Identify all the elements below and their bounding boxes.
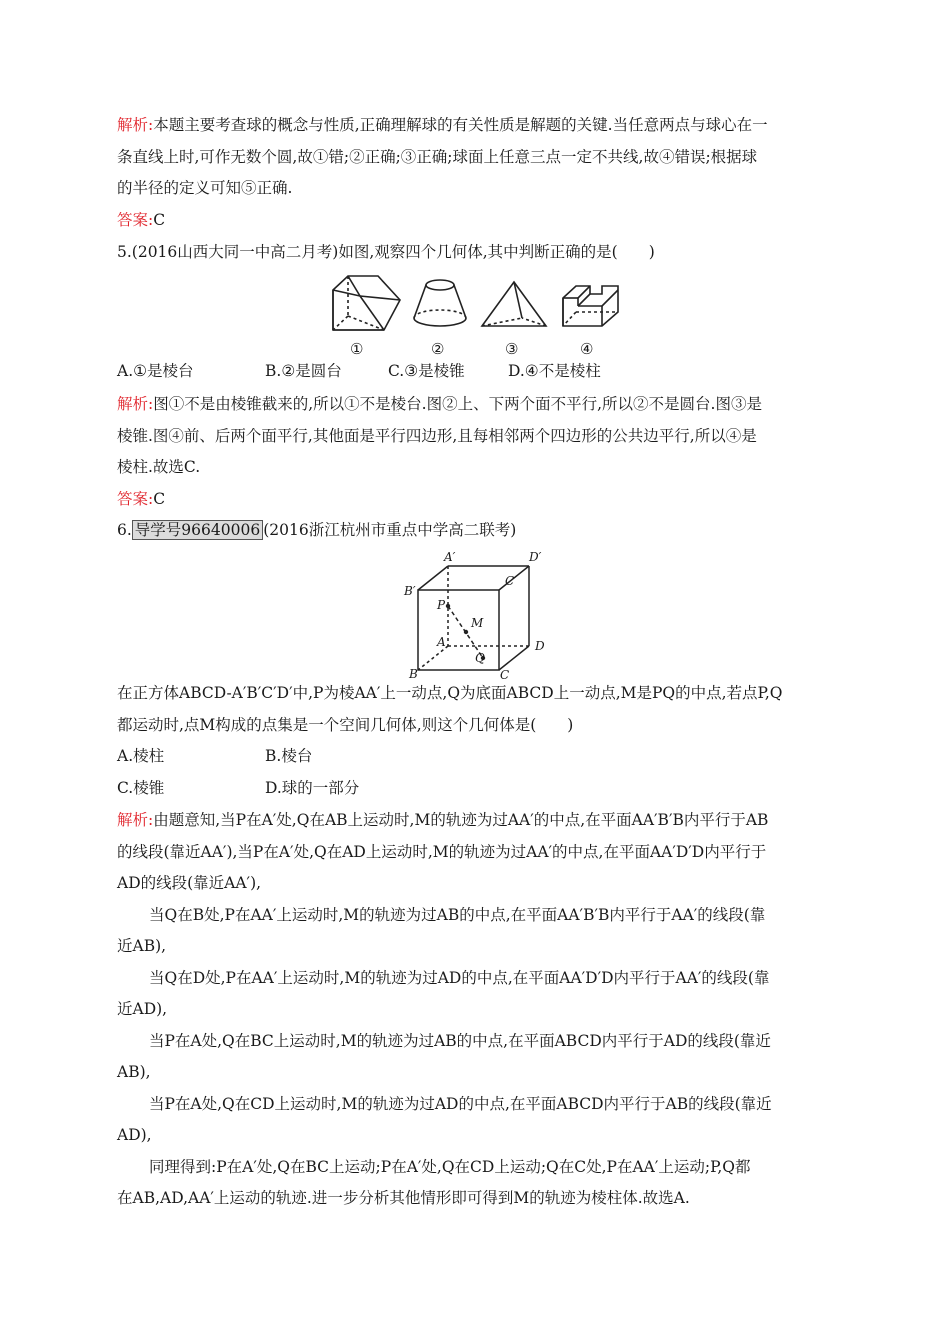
analysis-text: 当Q在D处,P在AA′上运动时,M的轨迹为过AD的中点,在平面AA′D′D内平行于AA′的线段(靠	[149, 968, 770, 987]
analysis-label: 解析:	[117, 811, 154, 829]
analysis-text: 近AD),	[117, 1000, 168, 1018]
analysis-text: 由题意知,当P在A′处,Q在AB上运动时,M的轨迹为过AA′的中点,在平面AA′B′B内平行于AB	[153, 811, 769, 829]
q6-stem	[117, 678, 837, 804]
analysis-label: 解析:	[117, 116, 154, 134]
analysis-text: 当P在A处,Q在CD上运动时,M的轨迹为过AD的中点,在平面ABCD内平行于AB的线段(靠近	[149, 1094, 772, 1113]
analysis-text: 当Q在B处,P在AA′上运动时,M的轨迹为过AB的中点,在平面AA′B′B内平行于AA′的线段(靠	[149, 905, 766, 924]
option: A.①是棱台	[117, 362, 194, 380]
vertex-label: A′	[444, 550, 456, 564]
fig-label: ①	[350, 340, 364, 358]
analysis-text: 的半径的定义可知⑤正确.	[117, 179, 293, 197]
analysis-text: 条直线上时,可作无数个圆,故①错;②正确;③正确;球面上任意三点一定不共线,故④错误;根据球	[117, 147, 758, 166]
stem-text: 都运动时,点M构成的点集是一个空间几何体,则这个几何体是( )	[117, 715, 574, 734]
q6-analysis	[117, 805, 837, 1215]
vertex-label: D′	[529, 550, 542, 564]
option: B.棱台	[265, 747, 313, 765]
option: B.②是圆台	[265, 362, 342, 380]
point-label: M	[471, 616, 484, 630]
analysis-text: 棱柱.故选C.	[117, 458, 201, 476]
analysis-text: AD的线段(靠近AA′),	[117, 874, 262, 892]
option: D.④不是棱柱	[508, 362, 601, 380]
analysis-text: 同理得到:P在A′处,Q在BC上运动;P在A′处,Q在CD上运动;Q在C处,P在AA′上运动;P,Q都	[149, 1157, 751, 1176]
vertex-label: A	[437, 635, 446, 649]
vertex-label: C	[500, 668, 510, 682]
analysis-text: 图①不是由棱锥截来的,所以①不是棱台.图②上、下两个面不平行,所以②不是圆台.图③是	[153, 395, 762, 413]
answer-value: C	[153, 210, 166, 229]
analysis-text: AB),	[117, 1063, 151, 1081]
fig-label: ②	[431, 340, 445, 358]
question-number: 6.	[117, 521, 132, 539]
option: A.棱柱	[117, 747, 165, 765]
option: C.③是棱锥	[388, 362, 465, 380]
analysis-text: AD),	[117, 1126, 152, 1144]
option: D.球的一部分	[265, 778, 360, 797]
answer-label: 答案:	[117, 210, 154, 229]
vertex-label: D	[535, 639, 545, 653]
answer-value: C	[153, 489, 166, 508]
vertex-label: B	[409, 667, 418, 681]
analysis-text: 在AB,AD,AA′上运动的轨迹.进一步分析其他情形即可得到M的轨迹为棱柱体.故选A.	[117, 1189, 690, 1207]
analysis-text: 当P在A处,Q在BC上运动时,M的轨迹为过AB的中点,在平面ABCD内平行于AD的线段(靠近	[149, 1031, 771, 1050]
question-source: (2016浙江杭州市重点中学高二联考)	[263, 521, 517, 539]
analysis-text: 棱锥.图④前、后两个面平行,其他面是平行四边形,且每相邻两个四边形的公共边平行,所以④是	[117, 426, 757, 445]
q5-stem: 5.(2016山西大同一中高二月考)如图,观察四个几何体,其中判断正确的是( )	[117, 243, 655, 261]
analysis-text: 近AB),	[117, 937, 167, 955]
answer-label: 答案:	[117, 489, 154, 508]
analysis-label: 解析:	[117, 395, 154, 413]
stem-text: 在正方体ABCD-A′B′C′D′中,P为棱AA′上一动点,Q为底面ABCD上一动点,M是PQ的中点,若点P,Q	[117, 684, 783, 702]
fig-label: ④	[580, 340, 594, 358]
analysis-text: 的线段(靠近AA′),当P在A′处,Q在AD上运动时,M的轨迹为过AA′的中点,在平面AA′D′D内平行于	[117, 842, 767, 861]
point-label: Q	[475, 651, 485, 665]
analysis-text: 本题主要考查球的概念与性质,正确理解球的有关性质是解题的关键.当任意两点与球心在一	[153, 116, 768, 134]
vertex-label: C′	[505, 574, 517, 588]
vertex-label: B′	[404, 584, 416, 598]
guide-number-badge[interactable]: 导学号96640006	[132, 520, 263, 540]
fig-label: ③	[505, 340, 519, 358]
point-label: P	[437, 598, 446, 612]
option: C.棱锥	[117, 778, 165, 797]
